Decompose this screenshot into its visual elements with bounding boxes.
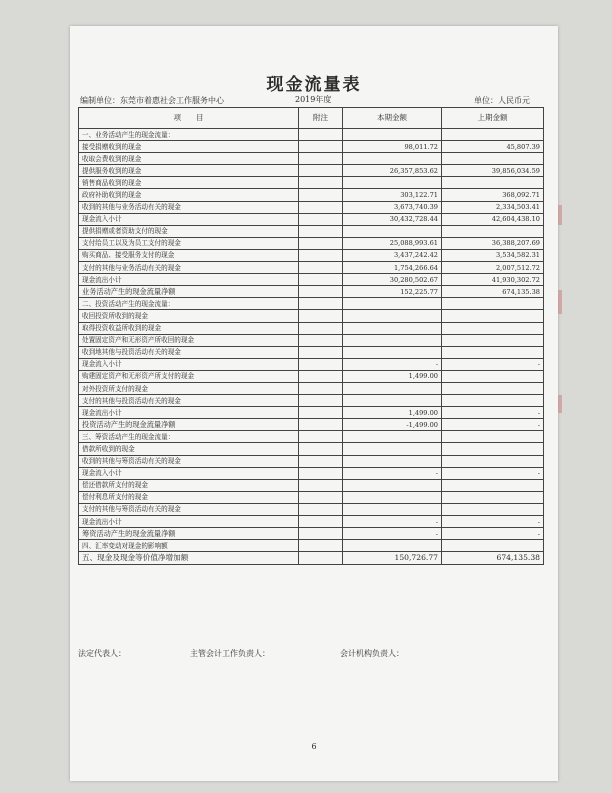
row-current xyxy=(343,298,442,310)
row-label: 偿付利息所支付的现金 xyxy=(79,491,299,503)
row-current: - xyxy=(343,358,442,370)
table-row xyxy=(79,322,544,334)
row-current xyxy=(343,395,442,407)
document-page xyxy=(70,26,558,781)
row-label: 四、汇率变动对现金的影响额 xyxy=(79,540,299,552)
row-previous: - xyxy=(442,467,544,479)
row-previous xyxy=(442,395,544,407)
table-row xyxy=(79,213,544,225)
row-note xyxy=(299,395,343,407)
row-note xyxy=(299,237,343,249)
legal-representative-label: 法定代表人： xyxy=(78,649,126,658)
row-current: - xyxy=(343,528,442,540)
row-note xyxy=(299,552,343,565)
row-current xyxy=(343,382,442,394)
row-label: 现金流出小计 xyxy=(79,516,299,528)
row-previous xyxy=(442,298,544,310)
row-note xyxy=(299,491,343,503)
column-header-current: 本期金额 xyxy=(343,108,442,129)
row-previous xyxy=(442,225,544,237)
row-current: 152,225.77 xyxy=(343,286,442,298)
accounting-head-label: 主管会计工作负责人： xyxy=(190,649,270,658)
row-previous: 674,135.38 xyxy=(442,286,544,298)
table-row xyxy=(79,467,544,479)
row-label: 支付的其他与筹资活动有关的现金 xyxy=(79,503,299,515)
row-note xyxy=(299,310,343,322)
row-current: 3,673,740.39 xyxy=(343,201,442,213)
row-current: 1,499.00 xyxy=(343,370,442,382)
row-current xyxy=(343,443,442,455)
table-row xyxy=(79,455,544,467)
row-previous: 42,604,438.10 xyxy=(442,213,544,225)
row-previous xyxy=(442,370,544,382)
table-row xyxy=(79,552,544,565)
table-row xyxy=(79,516,544,528)
row-previous: - xyxy=(442,358,544,370)
accounting-org-label: 会计机构负责人： xyxy=(340,649,404,658)
row-current: 25,088,993.61 xyxy=(343,237,442,249)
row-previous xyxy=(442,431,544,443)
table-row xyxy=(79,528,544,540)
row-previous xyxy=(442,177,544,189)
table-row xyxy=(79,225,544,237)
unit-name: 编制单位：东莞市着惠社会工作服务中心 xyxy=(80,96,224,105)
row-note xyxy=(299,177,343,189)
row-label: 取得投资收益所收到的现金 xyxy=(79,322,299,334)
row-label: 支付给员工以及为员工支付的现金 xyxy=(79,237,299,249)
row-note xyxy=(299,274,343,286)
row-previous xyxy=(442,129,544,141)
table-row xyxy=(79,237,544,249)
row-previous: - xyxy=(442,516,544,528)
row-note xyxy=(299,153,343,165)
row-current: 3,437,242.42 xyxy=(343,249,442,261)
row-note xyxy=(299,225,343,237)
table-row xyxy=(79,262,544,274)
row-note xyxy=(299,286,343,298)
row-note xyxy=(299,322,343,334)
row-current xyxy=(343,129,442,141)
table-row xyxy=(79,419,544,431)
row-note xyxy=(299,528,343,540)
row-previous: - xyxy=(442,528,544,540)
page-number: 6 xyxy=(311,742,317,751)
row-note xyxy=(299,129,343,141)
row-current xyxy=(343,346,442,358)
row-label: 收到的其他与业务活动有关的现金 xyxy=(79,201,299,213)
row-label: 收到地其他与投资活动有关的现金 xyxy=(79,346,299,358)
row-note xyxy=(299,370,343,382)
row-current xyxy=(343,177,442,189)
row-label: 现金流入小计 xyxy=(79,213,299,225)
table-row xyxy=(79,286,544,298)
row-current xyxy=(343,455,442,467)
row-current: 26,357,853.62 xyxy=(343,165,442,177)
row-previous: 674,135.38 xyxy=(442,552,544,565)
row-note xyxy=(299,503,343,515)
row-label: 筹资活动产生的现金流量净额 xyxy=(79,528,299,540)
table-row xyxy=(79,141,544,153)
table-row xyxy=(79,165,544,177)
row-previous: - xyxy=(442,419,544,431)
table-row xyxy=(79,310,544,322)
row-note xyxy=(299,334,343,346)
seal-edge-mark xyxy=(558,395,562,413)
row-note xyxy=(299,165,343,177)
row-label: 接受捐赠收到的现金 xyxy=(79,141,299,153)
cash-flow-table xyxy=(78,107,544,565)
table-row xyxy=(79,503,544,515)
table-row xyxy=(79,298,544,310)
row-note xyxy=(299,540,343,552)
table-row xyxy=(79,358,544,370)
row-label: 一、业务活动产生的现金流量： xyxy=(79,129,299,141)
row-note xyxy=(299,249,343,261)
row-current xyxy=(343,540,442,552)
row-label: 五、现金及现金等价值净增加额 xyxy=(79,552,299,565)
row-current: 30,432,728.44 xyxy=(343,213,442,225)
row-note xyxy=(299,298,343,310)
row-current: 98,011.72 xyxy=(343,141,442,153)
row-previous xyxy=(442,443,544,455)
column-header-note: 附注 xyxy=(299,108,343,129)
row-previous: 45,807.39 xyxy=(442,141,544,153)
row-label: 二、投资活动产生的现金流量： xyxy=(79,298,299,310)
row-note xyxy=(299,262,343,274)
table-row xyxy=(79,370,544,382)
table-row xyxy=(79,407,544,419)
table-row xyxy=(79,346,544,358)
row-previous xyxy=(442,153,544,165)
report-year: 2019年度 xyxy=(295,95,332,104)
row-note xyxy=(299,431,343,443)
table-row xyxy=(79,443,544,455)
row-previous xyxy=(442,491,544,503)
row-label: 支付的其他与业务活动有关的现金 xyxy=(79,262,299,274)
row-previous: - xyxy=(442,407,544,419)
seal-edge-mark xyxy=(558,290,562,314)
row-label: 业务活动产生的现金流量净额 xyxy=(79,286,299,298)
row-label: 收到的其他与筹资活动有关的现金 xyxy=(79,455,299,467)
table-row xyxy=(79,382,544,394)
row-note xyxy=(299,213,343,225)
row-current: 150,726.77 xyxy=(343,552,442,565)
table-header-row xyxy=(79,108,544,129)
table-row xyxy=(79,177,544,189)
row-note xyxy=(299,189,343,201)
row-label: 支付的其他与投资活动有关的现金 xyxy=(79,395,299,407)
table-row xyxy=(79,189,544,201)
seal-edge-mark xyxy=(558,205,562,225)
row-note xyxy=(299,382,343,394)
row-current xyxy=(343,503,442,515)
row-label: 现金流出小计 xyxy=(79,274,299,286)
row-current: - xyxy=(343,467,442,479)
row-label: 收取会费收到的现金 xyxy=(79,153,299,165)
row-label: 现金流入小计 xyxy=(79,467,299,479)
table-row xyxy=(79,395,544,407)
row-label: 收回投资所收到的现金 xyxy=(79,310,299,322)
row-previous xyxy=(442,503,544,515)
row-label: 投资活动产生的现金流量净额 xyxy=(79,419,299,431)
row-note xyxy=(299,407,343,419)
row-current xyxy=(343,334,442,346)
row-current: -1,499.00 xyxy=(343,419,442,431)
row-note xyxy=(299,455,343,467)
row-current: 303,122.71 xyxy=(343,189,442,201)
row-current: 1,754,266.64 xyxy=(343,262,442,274)
row-label: 现金流出小计 xyxy=(79,407,299,419)
table-row xyxy=(79,153,544,165)
row-note xyxy=(299,516,343,528)
column-header-previous: 上期金额 xyxy=(442,108,544,129)
row-current xyxy=(343,431,442,443)
table-row xyxy=(79,274,544,286)
row-previous xyxy=(442,540,544,552)
page-title: 现金流量表 xyxy=(266,75,362,95)
row-previous xyxy=(442,382,544,394)
row-previous xyxy=(442,334,544,346)
table-row xyxy=(79,334,544,346)
row-previous: 41,930,302.72 xyxy=(442,274,544,286)
row-label: 现金流入小计 xyxy=(79,358,299,370)
row-previous xyxy=(442,479,544,491)
row-previous: 368,092.71 xyxy=(442,189,544,201)
row-note xyxy=(299,346,343,358)
table-row xyxy=(79,491,544,503)
row-current: 1,499.00 xyxy=(343,407,442,419)
row-note xyxy=(299,419,343,431)
row-previous: 2,334,503.41 xyxy=(442,201,544,213)
row-note xyxy=(299,201,343,213)
row-label: 政府补助收到的现金 xyxy=(79,189,299,201)
table-row xyxy=(79,249,544,261)
row-current xyxy=(343,225,442,237)
row-label: 借款所收到的现金 xyxy=(79,443,299,455)
column-header-item: 项 目 xyxy=(79,108,299,129)
row-previous xyxy=(442,322,544,334)
row-label: 对外投资所支付的现金 xyxy=(79,382,299,394)
table-row xyxy=(79,479,544,491)
row-previous xyxy=(442,455,544,467)
table-row xyxy=(79,129,544,141)
row-note xyxy=(299,467,343,479)
row-note xyxy=(299,443,343,455)
table-row xyxy=(79,431,544,443)
row-current xyxy=(343,322,442,334)
row-label: 偿还借款所支付的现金 xyxy=(79,479,299,491)
row-label: 购买商品、接受服务支付的现金 xyxy=(79,249,299,261)
row-current xyxy=(343,310,442,322)
row-current: 30,280,502.67 xyxy=(343,274,442,286)
row-label: 提供服务收到的现金 xyxy=(79,165,299,177)
row-label: 销售商品收到的现金 xyxy=(79,177,299,189)
currency-unit: 单位：人民币元 xyxy=(474,96,530,105)
row-previous: 39,856,034.59 xyxy=(442,165,544,177)
row-note xyxy=(299,479,343,491)
row-previous: 3,534,582.31 xyxy=(442,249,544,261)
row-label: 三、筹资活动产生的现金流量： xyxy=(79,431,299,443)
row-label: 提供捐赠或者资助支付的现金 xyxy=(79,225,299,237)
row-previous xyxy=(442,310,544,322)
row-note xyxy=(299,358,343,370)
row-previous: 2,007,512.72 xyxy=(442,262,544,274)
row-label: 购建固定资产和无形资产所支付的现金 xyxy=(79,370,299,382)
row-current xyxy=(343,491,442,503)
row-label: 处置固定资产和无形资产所收回的现金 xyxy=(79,334,299,346)
row-note xyxy=(299,141,343,153)
row-previous: 36,388,207.69 xyxy=(442,237,544,249)
row-previous xyxy=(442,346,544,358)
row-current xyxy=(343,479,442,491)
row-current: - xyxy=(343,516,442,528)
row-current xyxy=(343,153,442,165)
table-row xyxy=(79,540,544,552)
table-row xyxy=(79,201,544,213)
